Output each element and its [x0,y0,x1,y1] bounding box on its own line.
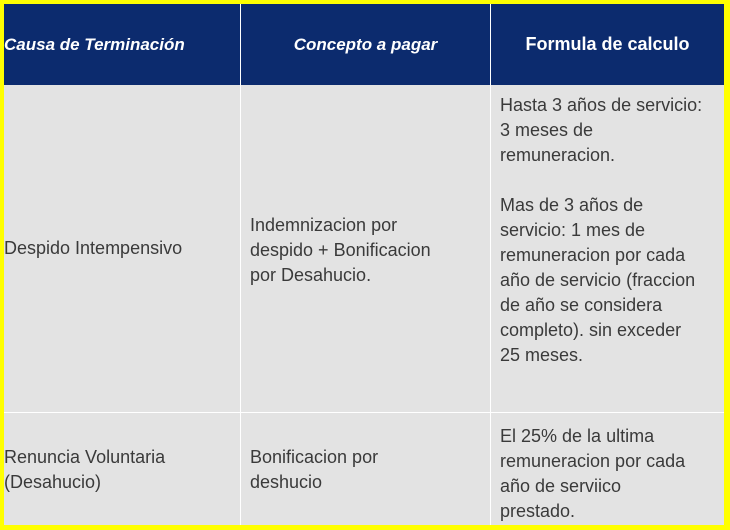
cell-text: Renuncia Voluntaria (Desahucio) [4,447,166,492]
table-cell-causa [4,236,240,261]
table-cell-causa [4,445,240,495]
column-divider [240,4,241,525]
header-formula-label: Formula de calculo [525,34,690,54]
header-causa [4,4,240,85]
table-cell-concepto [250,445,490,495]
header-causa-label: Causa de Terminación [4,34,185,54]
cell-text: Hasta 3 años de servicio: 3 meses de remuneracion. [500,95,703,165]
cell-text: Despido Intempensivo [4,238,183,258]
cell-text: El 25% de la ultima remuneracion por cada año de serviico prestado. [500,426,686,521]
cell-text: Bonificacion por deshucio [250,447,379,492]
table-cell-formula [500,424,724,524]
table-cell-concepto [250,213,490,288]
header-concepto-label: Concepto a pagar [293,34,438,54]
column-divider [490,4,491,525]
table-cell-formula [500,93,724,368]
cell-text: Indemnizacion por despido + Bonificacion por Desahucio. [250,215,431,285]
row-divider [4,412,724,413]
termination-table [4,4,724,525]
header-concepto [241,4,490,85]
cell-text: Mas de 3 años de servicio: 1 mes de remuneracion por cada año de servicio (fraccion de año se considera completo). sin exceder 25 meses. [500,195,696,365]
table-frame [4,4,724,525]
header-formula [491,4,724,85]
